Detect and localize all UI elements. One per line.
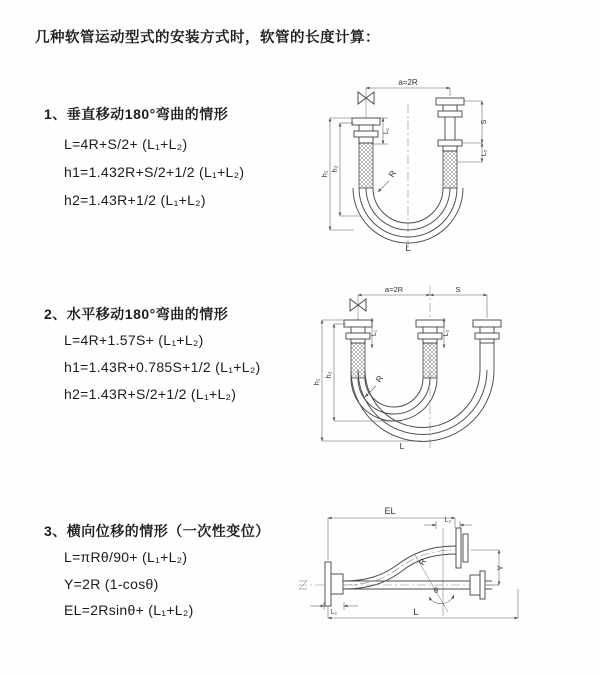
right-flange: [473, 320, 501, 343]
dimension-h1: [320, 118, 354, 230]
section-2-heading: 2、水平移动180°弯曲的情形: [44, 306, 229, 322]
radius-label: R: [416, 556, 429, 568]
right-flange-upper: [436, 98, 464, 117]
top-right-flange: [456, 528, 468, 568]
dimension-l: [328, 589, 518, 618]
section-2-formula-h1: h1=1.43R+0.785S+1/2 (L₁+L₂): [64, 359, 261, 375]
dimension-l1: [371, 318, 378, 348]
length-label: L: [413, 607, 419, 618]
dim-label-s: S: [479, 119, 488, 125]
braided-hose-left: [359, 143, 373, 188]
section-1-heading: 1、垂直移动180°弯曲的情形: [44, 106, 229, 122]
length-label: L: [399, 441, 405, 451]
section-1-formula-h2: h2=1.43R+1/2 (L₁+L₂): [64, 192, 206, 208]
section-3-formula-y: Y=2R (1-cosθ): [64, 576, 159, 592]
length-label: L: [405, 243, 411, 254]
dim-label-h2: h₂: [324, 371, 333, 379]
dimension-l2: [443, 318, 450, 348]
dim-label-a-2r: a=2R: [398, 78, 418, 87]
dim-label-h2: h₂: [330, 165, 339, 173]
valve-icon: [358, 88, 374, 118]
braided-hose-right: [443, 151, 457, 188]
dim-label-h1: h₁: [320, 170, 329, 178]
radius-label: R: [373, 373, 386, 385]
dimension-s: [430, 285, 487, 318]
dimension-l1: [310, 602, 358, 616]
left-flange: [344, 320, 372, 343]
dimension-s: [462, 101, 488, 143]
dim-label-el: EL: [384, 506, 396, 516]
diagram-lateral-displacement: [296, 498, 592, 646]
section-3-heading: 3、横向位移的情形（一次性变位）: [44, 523, 270, 539]
section-2-formula-h2: h2=1.43R+S/2+1/2 (L₁+L₂): [64, 386, 237, 402]
section-2-formula-l: L=4R+1.57S+ (L₁+L₂): [64, 332, 204, 348]
left-flange: [325, 562, 343, 606]
section-3-formula-el: EL=2Rsinθ+ (L₁+L₂): [64, 602, 194, 618]
hose-u-bend-position-1: [351, 378, 437, 421]
dimension-a-2r: [366, 78, 450, 96]
dim-label-h1: h₁: [312, 378, 321, 386]
valve-icon: [350, 295, 366, 320]
dim-label-s: S: [455, 285, 461, 294]
dim-label-l1: L₁: [330, 609, 338, 616]
dim-label-l1: L₁: [371, 329, 378, 337]
dim-label-a-2r: a=2R: [384, 285, 404, 294]
page-title: 几种软管运动型式的安装方式时，软管的长度计算：: [35, 30, 380, 46]
middle-flange: [416, 320, 444, 343]
radius-callout: [378, 168, 398, 192]
radius-label: R: [386, 168, 399, 180]
hose-displaced-position: [343, 546, 456, 589]
braided-hose-middle: [423, 343, 437, 378]
dim-label-y: Y: [496, 565, 505, 571]
section-1-formula-h1: h1=1.432R+S/2+1/2 (L₁+L₂): [64, 164, 245, 180]
dimension-el: [328, 506, 455, 560]
right-flange-lower: [438, 140, 462, 151]
radius-callout: [365, 373, 385, 397]
section-3-formula-l: L=πRθ/90+ (L₁+L₂): [64, 549, 188, 565]
dim-label-l1: L₁: [383, 127, 390, 135]
section-1-formula-l: L=4R+S/2+ (L₁+L₂): [64, 136, 188, 152]
dimension-a-2r: [358, 285, 430, 295]
dimension-l2: [424, 517, 472, 529]
left-flange: [352, 118, 380, 143]
dim-label-l2: L₂: [481, 149, 488, 157]
dim-label-l2: L₂: [444, 517, 452, 524]
diagram-vertical-movement-180-bend: [308, 68, 548, 258]
diagram-horizontal-movement-180-bend: [306, 278, 578, 478]
angle-label-theta: θ: [433, 586, 439, 595]
dim-label-l2: L₂: [443, 329, 450, 337]
